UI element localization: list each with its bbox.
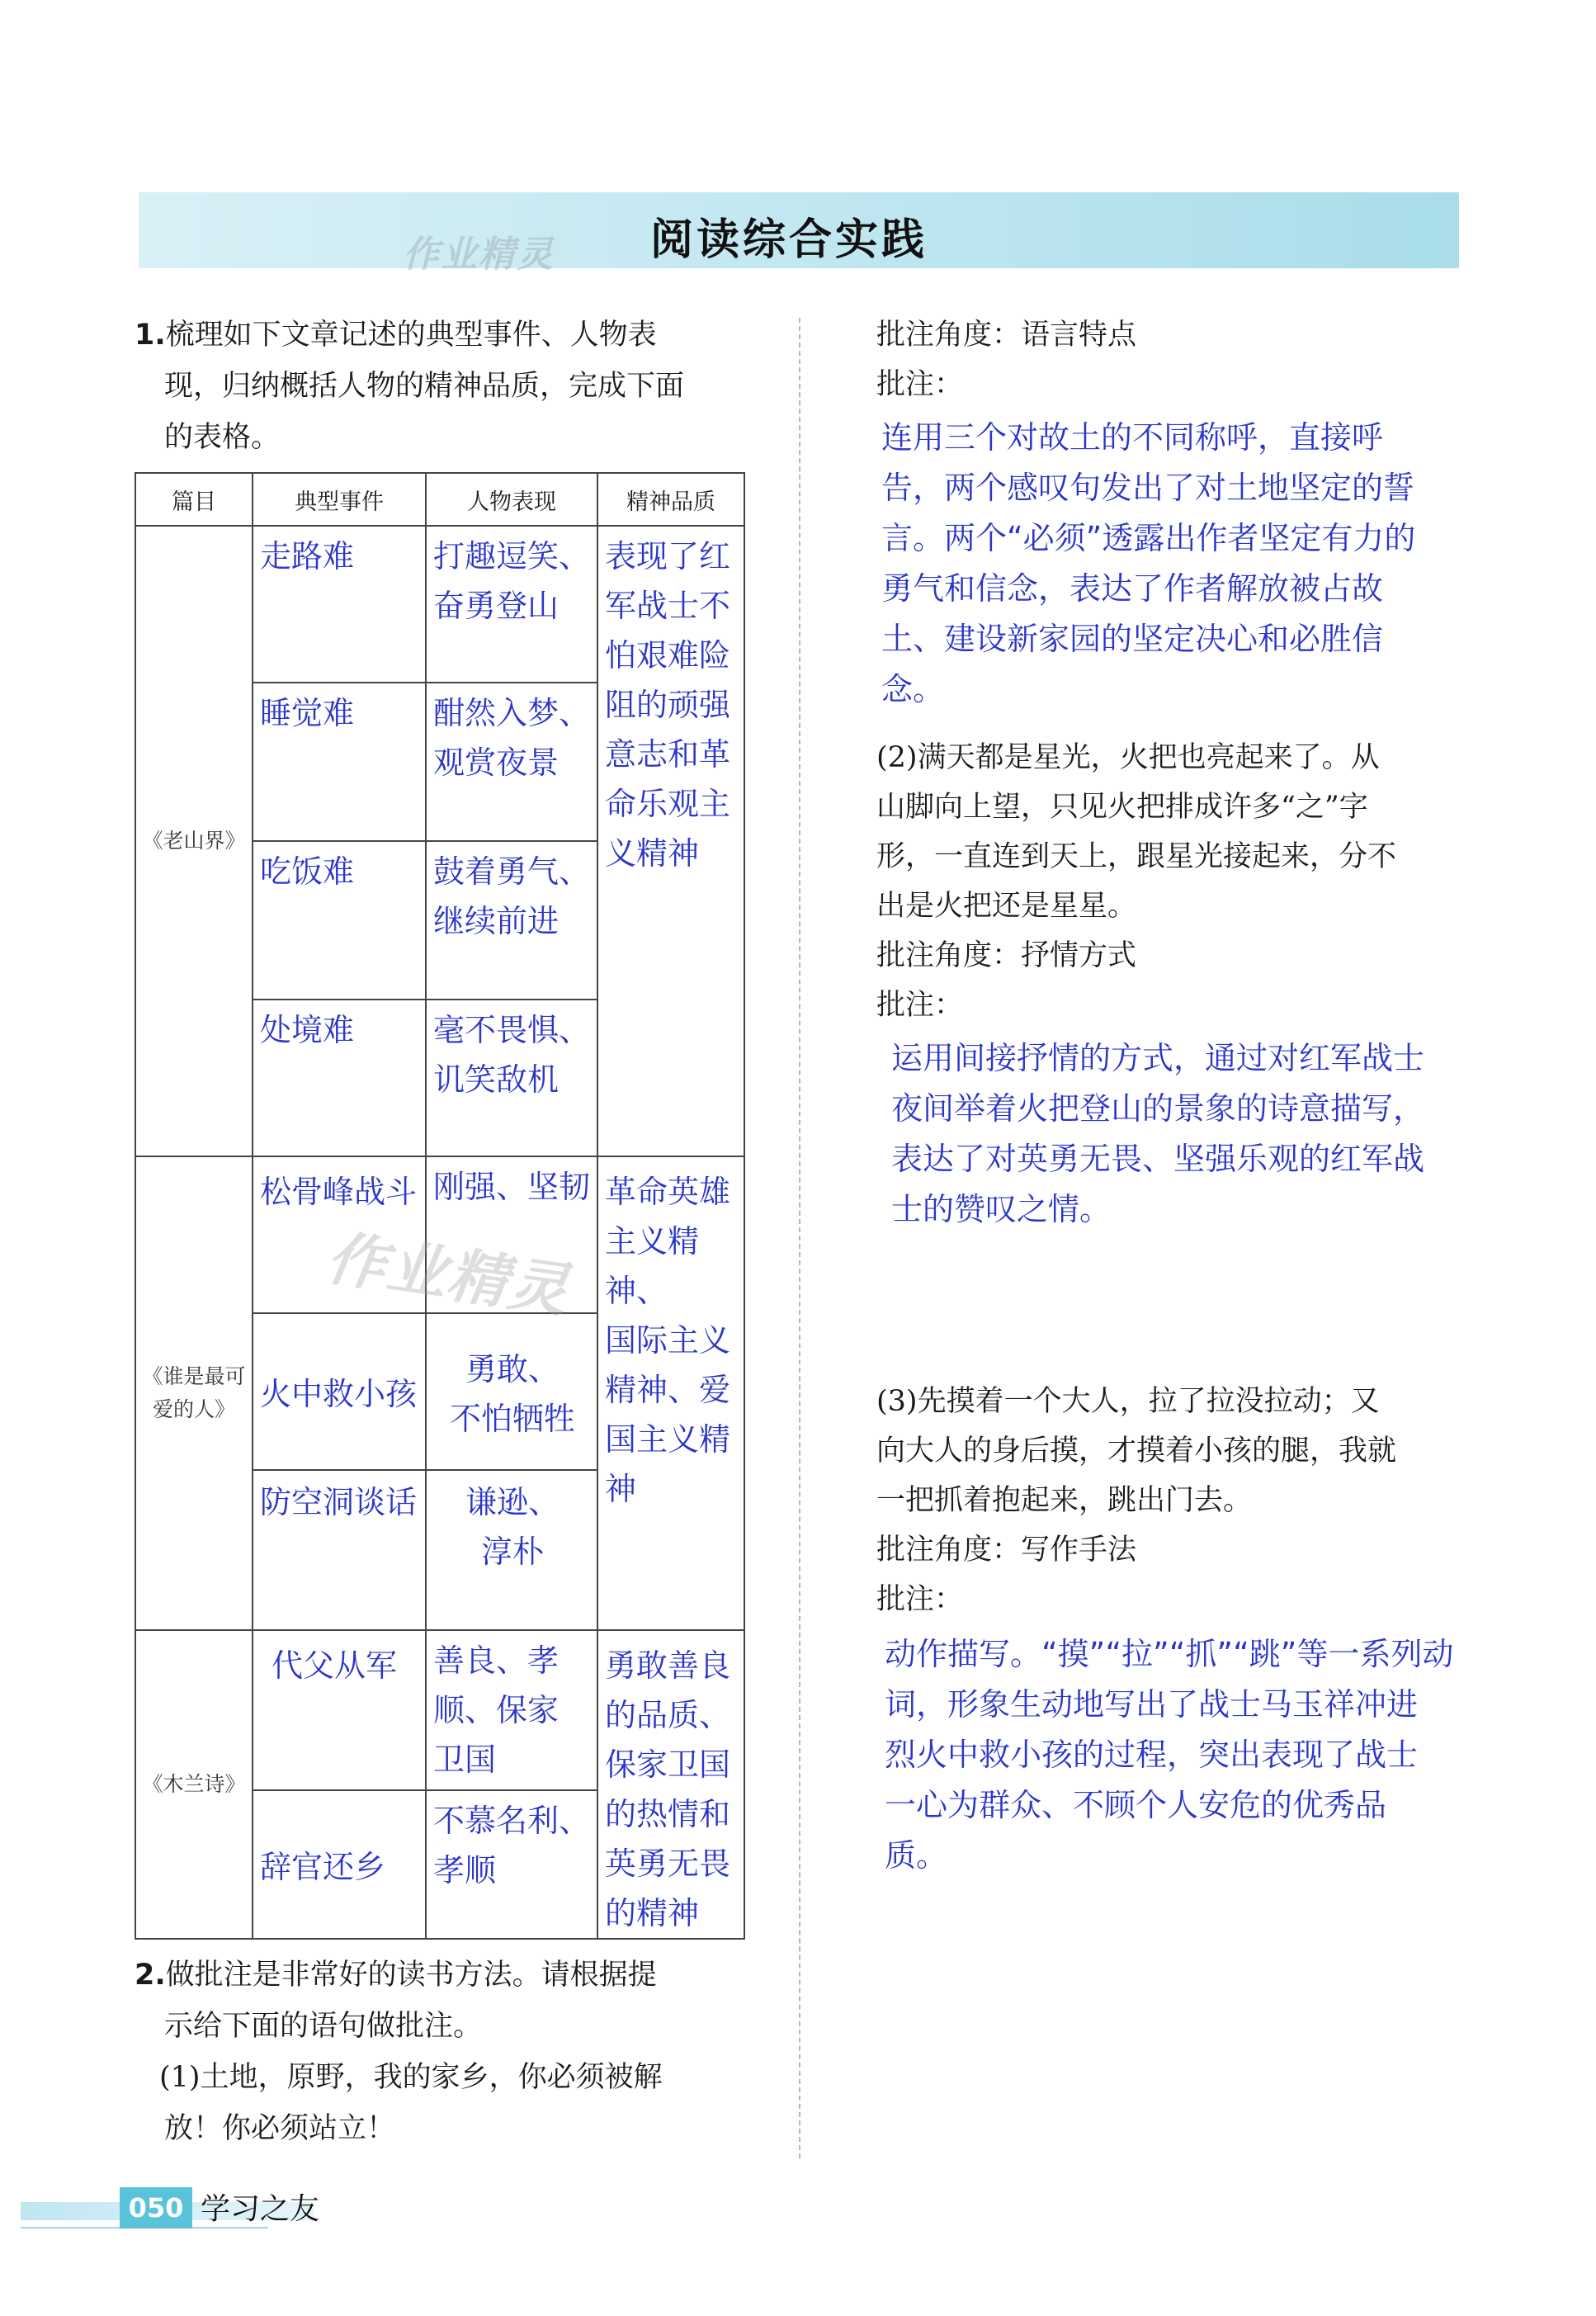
annotation-label: 批注： (876, 368, 964, 401)
answer-line: 烈火中救小孩的过程，突出表现了战士 (885, 1737, 1419, 1773)
answer-line: 勇气和信念，表达了作者解放被占故 (881, 570, 1384, 607)
quality-line: 革命英雄 (605, 1174, 731, 1210)
quality-line: 军战士不 (605, 588, 731, 624)
quote-line: 形，一直连到天上，跟星光接起来，分不 (876, 840, 1397, 873)
quality-line: 精神、爱 (605, 1372, 731, 1408)
question-number: 2. (135, 1959, 166, 1992)
quote-line: 一把抓着抱起来，跳出门去。 (876, 1484, 1253, 1517)
performance-line: 继续前进 (433, 903, 560, 939)
answer-line: 土、建设新家园的坚定决心和必胜信 (881, 621, 1384, 657)
quality-line: 义精神 (605, 835, 700, 872)
quote-line: 山脚向上望，只见火把排成许多“之”字 (876, 791, 1368, 824)
event-cell: 辞官还乡 (253, 1790, 426, 1939)
performance-line: 不慕名利、 (433, 1803, 591, 1840)
answer-line: 夜间举着火把登山的景象的诗意描写， (891, 1090, 1425, 1127)
performance-line: 勇敢、 (465, 1351, 560, 1387)
quality-cell (597, 1630, 744, 1939)
annotation-label: 批注： (876, 989, 964, 1022)
performance-cell (426, 841, 597, 1000)
performance-line: 刚强、坚韧 (433, 1169, 591, 1205)
quality-line: 保家卫国 (605, 1746, 731, 1783)
quality-line: 的品质、 (605, 1697, 731, 1733)
question-line: 示给下面的语句做批注。 (164, 2010, 483, 2043)
performance-line: 讥笑敌机 (433, 1061, 560, 1098)
performance-line: 鼓着勇气、 (433, 853, 591, 890)
quality-line: 意志和革 (605, 736, 731, 773)
performance-cell (426, 1790, 597, 1939)
annotation-answer (876, 1629, 1553, 1881)
performance-line: 酣然入梦、 (433, 695, 591, 731)
article-title: 《木兰诗》 (135, 1630, 253, 1939)
quote-line: (3)先摸着一个大人，拉了拉没拉动；又 (876, 1385, 1380, 1418)
performance-line: 顺、保家 (433, 1692, 560, 1728)
annotation-answer (876, 413, 1553, 715)
event-cell: 代父从军 (253, 1630, 426, 1790)
annotation-angle: 批注角度：抒情方式 (876, 939, 1137, 972)
answer-line: 运用间接抒情的方式，通过对红军战士 (891, 1040, 1425, 1076)
annotation-angle: 批注角度：语言特点 (876, 319, 1137, 352)
answer-line: 告，两个感叹句发出了对土地坚定的誓 (881, 470, 1415, 506)
article-title: 《老山界》 (135, 526, 253, 1156)
table-row (135, 1630, 744, 1790)
answer-line: 表达了对英勇无畏、坚强乐观的红军战 (891, 1141, 1425, 1177)
question-2 (135, 1950, 762, 2154)
summary-table (135, 472, 745, 1940)
performance-cell (426, 1470, 597, 1630)
quality-line: 的精神 (605, 1895, 700, 1931)
question-line: (1)土地，原野，我的家乡，你必须被解 (159, 2061, 663, 2094)
annotation-3 (876, 1377, 1553, 1881)
header-performance: 人物表现 (426, 473, 597, 526)
event-cell: 火中救小孩 (253, 1313, 426, 1470)
performance-line: 卫国 (433, 1742, 497, 1778)
answer-line: 词，形象生动地写出了战士马玉祥冲进 (885, 1686, 1419, 1723)
book-name: 学习之友 (201, 2192, 320, 2226)
annotation-1 (876, 310, 1553, 715)
quality-cell (597, 1156, 744, 1630)
answer-line: 质。 (885, 1837, 948, 1874)
question-line: 现，归纳概括人物的精神品质，完成下面 (164, 370, 685, 403)
performance-line: 淳朴 (480, 1534, 544, 1570)
quality-line: 国际主义 (605, 1322, 731, 1359)
performance-cell (426, 1630, 597, 1790)
quality-line: 表现了红 (605, 538, 731, 574)
performance-line: 打趣逗笑、 (433, 538, 591, 574)
quality-cell (597, 526, 744, 1156)
quality-line: 怕艰难险 (605, 637, 731, 674)
question-1 (135, 310, 762, 463)
question-line: 放！你必须站立！ (164, 2112, 396, 2145)
watermark-logo: 作业精灵 (403, 234, 555, 276)
answer-line: 念。 (881, 671, 945, 707)
performance-cell (426, 1313, 597, 1470)
performance-line: 不怕牺牲 (449, 1401, 575, 1437)
header-quality: 精神品质 (597, 473, 744, 526)
page-number: 050 (120, 2187, 192, 2229)
event-cell: 防空洞谈话 (253, 1470, 426, 1630)
event-cell: 松骨峰战斗 (253, 1156, 426, 1313)
answer-line: 言。两个“必须”透露出作者坚定有力的 (881, 520, 1416, 556)
article-title: 《谁是最可爱的人》 (135, 1156, 253, 1630)
event-cell: 走路难 (253, 526, 426, 683)
performance-line: 观赏夜景 (433, 744, 560, 781)
question-number: 1. (135, 319, 166, 352)
event-cell: 处境难 (253, 1000, 426, 1156)
question-line: 的表格。 (164, 421, 281, 454)
quality-line: 命乐观主 (605, 786, 731, 822)
performance-line: 孝顺 (433, 1852, 497, 1889)
annotation-answer (876, 1033, 1553, 1235)
performance-cell (426, 1000, 597, 1156)
quality-line: 主义精神、 (605, 1223, 700, 1309)
header-event: 典型事件 (253, 473, 426, 526)
quality-line: 国主义精 (605, 1421, 731, 1458)
performance-cell (426, 526, 597, 683)
quality-line: 勇敢善良 (605, 1647, 731, 1684)
watermark-logo: 作业精灵 (322, 1222, 574, 1326)
question-line: 梳理如下文章记述的典型事件、人物表 (165, 319, 657, 352)
annotation-2 (876, 733, 1553, 1235)
question-line: 做批注是非常好的读书方法。请根据提 (165, 1959, 657, 1992)
quality-line: 的热情和 (605, 1796, 731, 1832)
performance-line: 善良、孝 (433, 1642, 560, 1679)
answer-line: 士的赞叹之情。 (891, 1191, 1112, 1227)
quality-line: 英勇无畏 (605, 1846, 731, 1882)
annotation-angle: 批注角度：写作手法 (876, 1534, 1137, 1567)
quote-line: 向大人的身后摸，才摸着小孩的腿，我就 (876, 1435, 1397, 1468)
header-title: 篇目 (135, 473, 253, 526)
section-title: 阅读综合实践 (650, 215, 928, 265)
column-divider (799, 318, 800, 2158)
answer-line: 一心为群众、不顾个人安危的优秀品 (885, 1787, 1387, 1823)
performance-cell (426, 683, 597, 841)
quality-line: 阻的顽强 (605, 687, 731, 723)
performance-line: 毫不畏惧、 (433, 1012, 591, 1048)
performance-line: 奋勇登山 (433, 588, 560, 624)
table-row (135, 526, 744, 683)
answer-line: 连用三个对故土的不同称呼，直接呼 (881, 419, 1384, 456)
quote-line: 出是火把还是星星。 (876, 890, 1137, 923)
quote-line: (2)满天都是星光，火把也亮起来了。从 (876, 741, 1380, 774)
event-cell: 睡觉难 (253, 683, 426, 841)
performance-line: 谦逊、 (465, 1484, 560, 1520)
table-header-row (135, 473, 744, 526)
answer-line: 动作描写。“摸”“拉”“抓”“跳”等一系列动 (885, 1636, 1454, 1672)
quality-line: 神 (605, 1471, 637, 1507)
event-cell: 吃饭难 (253, 841, 426, 1000)
annotation-label: 批注： (876, 1583, 964, 1616)
